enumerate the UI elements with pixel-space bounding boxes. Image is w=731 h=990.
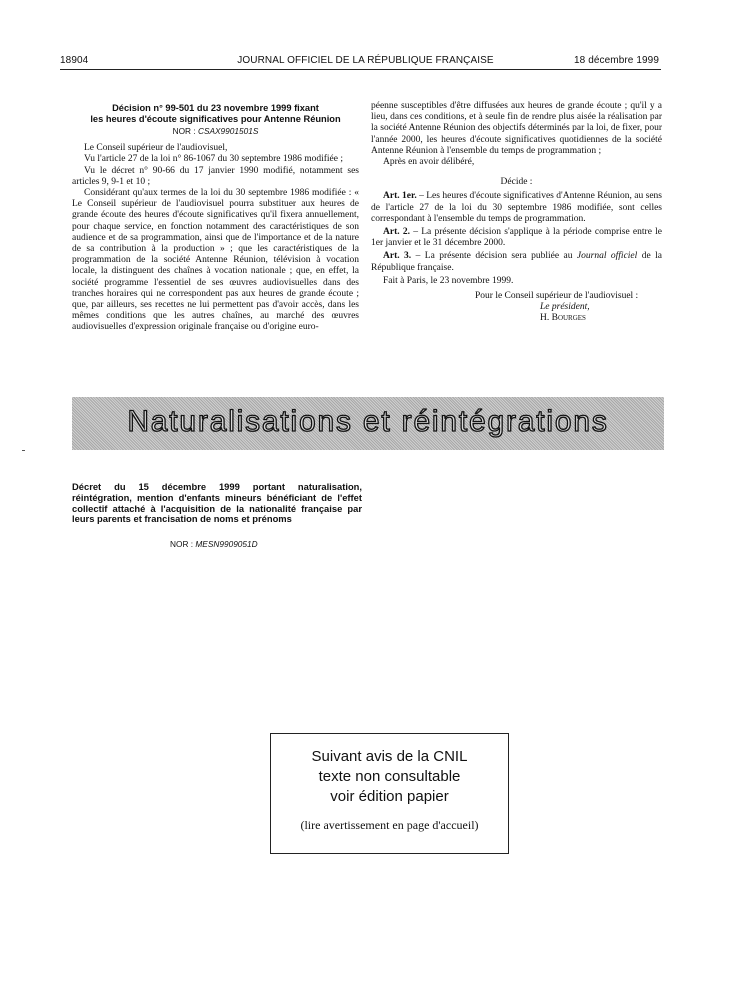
article-1-label: Art. 1er. [383, 191, 417, 202]
notice-note: (lire avertissement en page d'accueil) [300, 818, 479, 832]
decision-nor-label: NOR : [172, 126, 196, 136]
decision-paragraph: Considérant qu'aux termes de la loi du 30 septembre 1986 modifiée : « Le Conseil supérieur de l'audiovisuel pourra substituer aux heures de grande écoute des heures d'écoute significatives qu'il fixera annuellement, pour chaque service, en fonction notamment des caractéristiques de son audience et de sa programmation, ainsi que de l'importance et de la nature de sa contribution à la production » ; que les caractéristiques de la programmation de la société Antenne Réunion, télévision à vocation locale, la distinguent des chaînes à vocation nationale ; que, en effet, la société programme l'essentiel de ses œuvres audiovisuelles dans des tranches horaires qui ne correspondent pas aux heures de grande écoute ; que, par ailleurs, ses recettes ne lui permettent pas d'avoir accès, dans les mêmes conditions que les autres chaînes, au marché des œuvres audiovisuelles d'expression originale française ou d'origine euro- [72, 188, 359, 333]
article-1 [371, 191, 662, 225]
decision-paragraph: Le Conseil supérieur de l'audiovisuel, [84, 143, 228, 154]
article-1-text: – Les heures d'écoute significatives d'Antenne Réunion, au sens de l'article 27 de la loi du 30 septembre 1986 modifiée, sont celles correspondant à l'ensemble du temps de programmation. [371, 191, 662, 224]
decision-left-column [72, 103, 359, 334]
decide-heading: Décide : [500, 177, 533, 188]
journal-title: JOURNAL OFFICIEL DE LA RÉPUBLIQUE FRANÇAISE [237, 55, 494, 66]
signature-role [371, 302, 662, 313]
signature-role-text: Le président, [540, 302, 590, 313]
signature-name: H. Bourges [540, 313, 586, 324]
decision-title-line1: Décision n° 99-501 du 23 novembre 1999 fixant [112, 103, 319, 113]
decree-nor-label: NOR : [170, 539, 194, 549]
decree-nor-code: MESN9909051D [195, 539, 258, 549]
signature-for: Pour le Conseil supérieur de l'audiovisuel : [475, 291, 639, 302]
decision-right-column [371, 101, 662, 325]
section-banner-title: Naturalisations et réintégrations [127, 405, 609, 438]
notice-line-2: texte non consultable [318, 768, 461, 785]
done-at: Fait à Paris, le 23 novembre 1999. [383, 275, 514, 286]
article-2 [371, 227, 662, 249]
article-3-text-b: de la République française. [371, 251, 662, 273]
notice-line-1: Suivant avis de la CNIL [311, 748, 468, 765]
article-3-journal: Journal officiel [576, 251, 638, 262]
issue-date: 18 décembre 1999 [574, 55, 659, 66]
decision-paragraph: péenne susceptibles d'être diffusées aux heures de grande écoute ; qu'il y a lieu, dans ces conditions, et à seule fin de rendre plus aisée la réalisation par la société Antenne Réunion des objectifs déterminés par la loi, de fixer, pour l'année 2000, les heures d'écoute significatives quotidiennes de la société Antenne Réunion à l'ensemble du temps de programmation ; [371, 101, 662, 156]
decision-title-line2: les heures d'écoute significatives pour Antenne Réunion [90, 114, 341, 124]
decision-title [72, 103, 359, 125]
article-3-label: Art. 3. [383, 251, 412, 262]
decree-title: Décret du 15 décembre 1999 portant naturalisation, réintégration, mention d'enfants mineurs bénéficiant de l'effet collectif attaché à l'acquisition de la nationalité française par leurs parents et francisation de noms et prénoms [72, 481, 362, 525]
decision-nor [72, 126, 359, 137]
decision-paragraph: Vu l'article 27 de la loi n° 86-1067 du 30 septembre 1986 modifiée ; [84, 154, 344, 165]
cnil-notice-box [270, 733, 509, 854]
page-number: 18904 [60, 55, 89, 66]
decision-paragraph: Vu le décret n° 90-66 du 17 janvier 1990 modifié, notamment ses articles 9, 9-1 et 10 ; [72, 165, 359, 187]
decree-nor [170, 539, 258, 549]
article-2-text: – La présente décision s'applique à la période comprise entre le 1er janvier et le 31 décembre 2000. [371, 227, 662, 249]
scan-speck [22, 450, 25, 451]
header-rule [60, 69, 661, 70]
section-banner [72, 397, 664, 450]
article-3-text-a: – La présente décision sera publiée au [411, 251, 577, 262]
decision-nor-code: CSAX9901501S [197, 126, 259, 136]
article-3 [371, 251, 662, 273]
notice-line-3: voir édition papier [330, 788, 449, 805]
decision-paragraph: Après en avoir délibéré, [383, 157, 475, 168]
article-2-label: Art. 2. [383, 227, 410, 238]
